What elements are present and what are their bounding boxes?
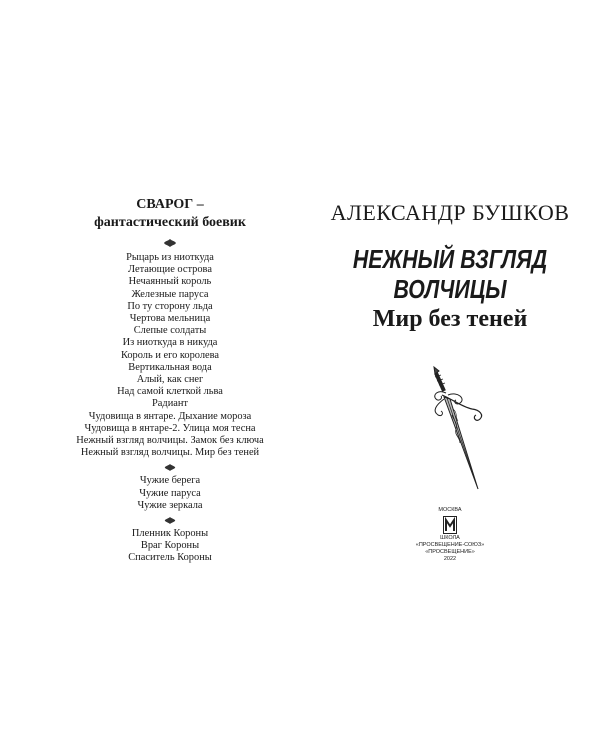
dagger-illustration (408, 365, 492, 495)
book-subtitle: Мир без теней (372, 306, 528, 332)
list-item: Нежный взгляд волчицы. Мир без теней (80, 447, 260, 459)
list-item: Слепые солдаты (133, 325, 207, 337)
list-item: Из ниоткуда в никуда (122, 337, 218, 349)
publisher-line2: «ПРОСВЕЩЕНИЕ» (425, 549, 475, 555)
list-item: Чудовища в янтаре-2. Улица моя тесна (84, 422, 256, 434)
book-title-line1: НЕЖНЫЙ ВЗГЛЯД (352, 244, 548, 274)
title-page (300, 0, 600, 750)
book-list-group3 (40, 528, 300, 565)
list-item: Алый, как снег (136, 374, 204, 386)
series-title (40, 196, 300, 232)
publisher-city: МОСКВА (438, 507, 462, 513)
list-item: По ту сторону льда (127, 300, 213, 312)
list-item: Радиант (152, 398, 188, 410)
book-title (327, 244, 573, 304)
publisher-m-logo-icon (443, 516, 457, 534)
author-name: АЛЕКСАНДР БУШКОВ (330, 200, 570, 225)
list-item: Железные паруса (131, 288, 209, 300)
list-item: Чужие паруса (139, 487, 201, 499)
list-item: Нежный взгляд волчицы. Замок без ключа (76, 435, 264, 447)
list-item: Чертова мельница (129, 313, 211, 325)
publisher-logo-text: ШКОЛА (440, 535, 460, 541)
publisher-line1: «ПРОСВЕЩЕНИЕ-СОЮЗ» (415, 542, 485, 548)
list-item: Спаситель Короны (128, 552, 212, 564)
list-item: Король и его королева (120, 349, 220, 361)
fleuron-ornament-icon (163, 516, 177, 525)
book-list-group2 (40, 475, 300, 512)
fleuron-ornament-icon (162, 238, 178, 248)
list-item: Чудовища в янтаре. Дыхание мороза (88, 410, 252, 422)
list-item: Нечаянный король (128, 276, 212, 288)
series-title-line1: СВАРОГ – (136, 197, 204, 212)
series-list-page (40, 196, 300, 565)
series-title-line2: фантастический боевик (94, 215, 246, 230)
book-title-line2: ВОЛЧИЦЫ (393, 274, 507, 304)
publisher-year: 2022 (443, 556, 457, 562)
publisher-block (300, 507, 600, 563)
list-item: Враг Короны (140, 540, 200, 552)
book-list-group1 (40, 252, 300, 459)
list-item: Пленник Короны (131, 528, 209, 540)
list-item: Чужие зеркала (137, 499, 203, 511)
list-item: Летающие острова (128, 264, 212, 276)
fleuron-ornament-icon (163, 463, 177, 472)
list-item: Чужие берега (139, 475, 201, 487)
list-item: Над самой клеткой льва (117, 386, 223, 398)
list-item: Рыцарь из ниоткуда (126, 252, 214, 263)
list-item: Вертикальная вода (128, 361, 212, 373)
